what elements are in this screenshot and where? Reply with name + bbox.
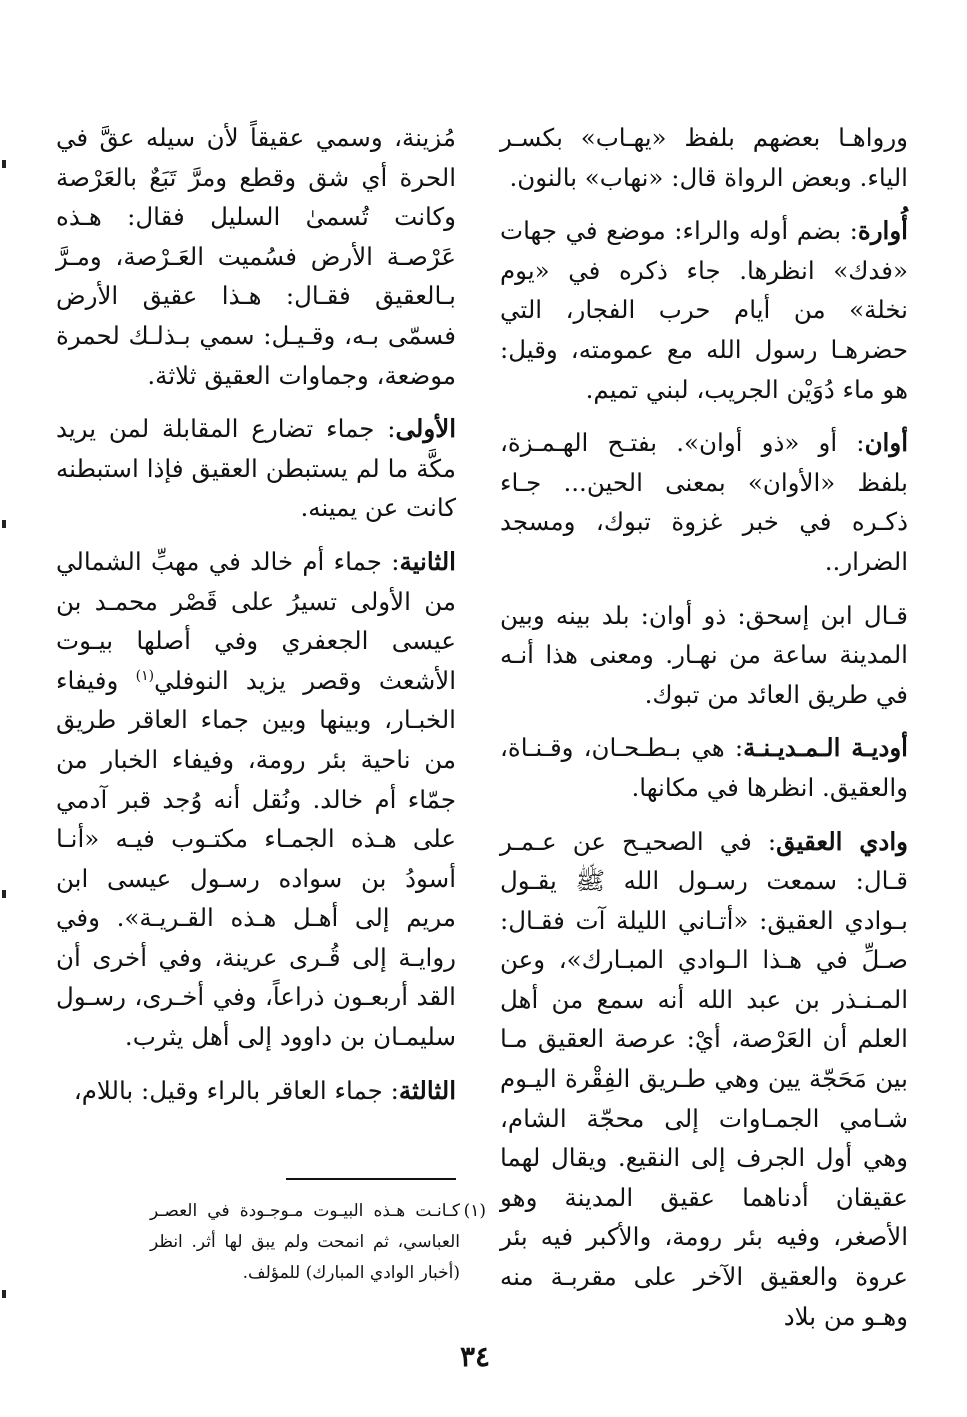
entry-text: وفيفاء الخبـار، وبينها وبين جماء العاقر طريق من ناحية بئر رومة، وفيفاء الخبار من جمّاء أم خالد. ونُقل أنه وُجد قبر آدمي على هـذه الجمـاء مكتـوب فيـه «أنـا أسودُ بن سواده رسـول عيسى ابن مريم إلى أهـل هـذه القـريـة». وفي روايـة إلى قُـرى عرينة، وفي أخرى أن القد أربعـون ذراعاً، وفي أخـرى، رسـول سليمـان بن داوود إلى أهل يثرب. — [56, 665, 456, 1052]
entry-text: : هي بـطـحـان، وقـنـاة، والعقيق. انظرها في مكانها. — [500, 733, 908, 802]
entry-text: : أو «ذو أوان». بفتـح الهـمـزة، بلفظ «الأوان» بمعنى الحين... جـاء ذكـره في خبر غزوة تبوك، ومسجد الضرار.. — [500, 428, 908, 576]
entry-text: قـال ابن إسحق: ذو أوان: بلد بينه وبين المدينة ساعة من نهـار. ومعنى هذا أنـه في طريق العائد من تبوك. — [500, 600, 908, 709]
paragraph — [56, 542, 456, 1057]
entry-term: الثانية — [399, 546, 456, 576]
entry-text: : بضم أوله والراء: موضع في جهات «فدك» انظرها. جاء ذكره في «يوم نخلة» من أيام حرب الفجار، التي حضرهـا رسول الله مع عمومته، وقيل: هو ماء دُوَيْن الجريب، لبني تميم. — [500, 216, 908, 404]
paragraph — [56, 1071, 456, 1111]
footnote-number: (١) — [463, 1201, 486, 1221]
paragraph — [56, 118, 456, 395]
paragraph — [500, 211, 908, 409]
scan-edge-mark — [2, 1290, 6, 1298]
entry-term: وادي العقيق — [776, 826, 908, 856]
paragraph — [56, 409, 456, 528]
footnote-divider — [286, 1178, 456, 1180]
entry-term: الأولى — [395, 414, 456, 444]
entry-term: أُوارة — [857, 216, 908, 246]
scan-edge-mark — [2, 890, 6, 898]
scan-edge-mark — [2, 520, 6, 528]
entry-text: ورواهـا بعضهم بلفظ «يهـاب» بكسـر الياء. وبعض الرواة قال: «نهاب» بالنون. — [500, 123, 908, 192]
entry-term: الثالثة — [398, 1075, 456, 1105]
paragraph — [500, 822, 908, 1337]
entry-text: : جماء العاقر بالراء وقيل: باللام، — [73, 1075, 399, 1105]
entry-text: : جماء أم خالد في مهبِّ الشمالي من الأولى تسيرُ على قَصْر محمـد بن عيسى الجعفري وفي أصلها بيـوت الأشعث وقصر يزيد النوفلي — [56, 546, 457, 695]
right-column — [500, 118, 908, 1336]
entry-text: مُزينة، وسمي عقيقاً لأن سيله عقَّ في الحرة أي شق وقطع ومرَّ تَبَعٌ بالعَرْصة وكانت تُسمىٰ السليل فقال: هـذه عَرْصـة الأرض فسُميت العَـرْصة، ومـرَّ بـالعقيق فقـال: هـذا عقيق الأرض فسمّى بـه، وقـيـل: سمي بـذلـك لحمرة موضعة، وجماوات العقيق ثلاثة. — [56, 123, 456, 390]
entry-text: : في الصحيـح عن عـمـر قـال: سمعت رسـول الله ﷺ يقـول بـوادي العقيق: «أتـاني الليلة آت فقـال: صـلِّ في هـذا الـوادي المبـارك»، وعن المـنـذر بن عبد الله أنه سمع من أهل العلم أن العَرْصة، أيْ: عرصة العقيق مـا بين مَحَجّة يين وهي طـريق الفِقْرة اليـوم شـامي الجمـاوات إلى محجّة الشام، وهي أول الجرف إلى النقيع. ويقال لهما عقيقان أدناهما عقيق المدينة وهو الأصغر، وفيه بئر رومة، والأكبر فيه بئر عروة والعقيق الآخر على مقربـة منه وهـو من بلاد — [500, 826, 908, 1331]
page-number: ٣٤ — [459, 1340, 491, 1373]
entry-term: أوديـة الـمـديـنـة — [743, 733, 908, 763]
paragraph — [500, 596, 908, 715]
left-column — [56, 118, 456, 1110]
entry-text: : جماء تضارع المقابلة لمن يريد مكَّة ما لم يستبطن العقيق فإذا استبطنه كانت عن يمينه. — [56, 414, 456, 523]
paragraph — [500, 728, 908, 807]
footnote — [150, 1196, 486, 1289]
entry-term: أوان — [864, 428, 908, 458]
paragraph — [500, 118, 908, 197]
scan-edge-mark — [2, 160, 6, 168]
paragraph — [500, 423, 908, 581]
footnote-marker: (١) — [135, 667, 155, 684]
footnote-text: كـانـت هـذه البيـوت مـوجـودة في العصـر العباسي، ثم انمحت ولم يبق لها أثر. انظر (أخبار الوادي المبارك) للمؤلف. — [150, 1201, 460, 1283]
